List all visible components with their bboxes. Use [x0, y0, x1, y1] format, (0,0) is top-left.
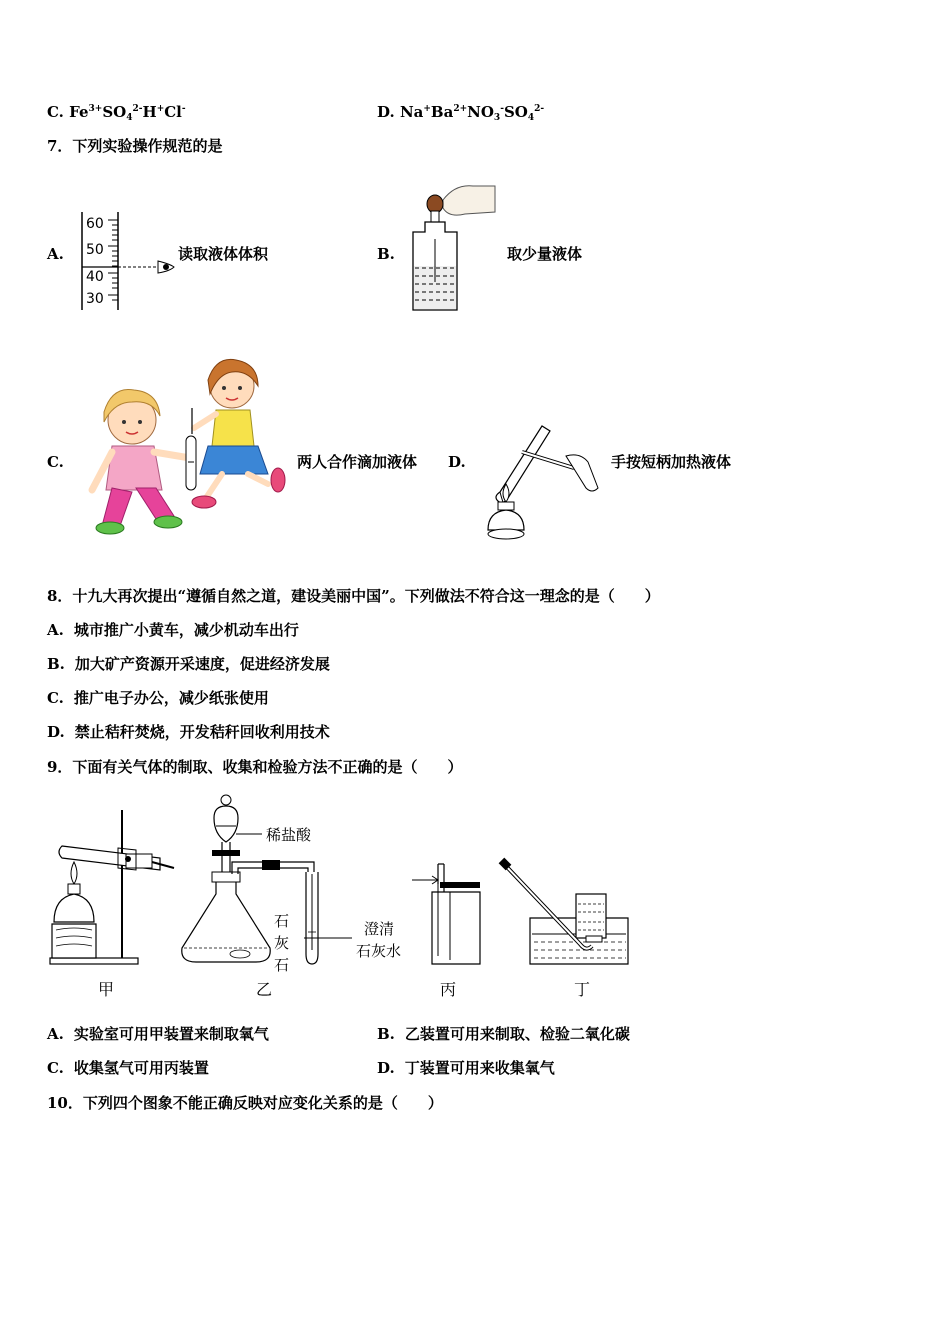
q6-option-c	[47, 102, 186, 122]
apparatus-ding	[499, 858, 628, 964]
q9-option-c	[47, 1058, 209, 1078]
apparatus-yi	[182, 795, 352, 964]
ion-na: Na	[399, 103, 424, 121]
option-letter: D.	[47, 723, 65, 741]
q6-option-d-letter: D.	[377, 103, 395, 121]
option-letter: A.	[47, 1025, 64, 1043]
label-stone-3: 石	[274, 956, 290, 974]
option-letter: C.	[47, 689, 64, 707]
q9-option-b	[377, 1024, 630, 1044]
label-stone-2: 灰	[274, 934, 290, 952]
label-ding: 丁	[574, 980, 591, 999]
q7-option-b-text: 取少量液体	[507, 245, 583, 263]
subscript: 4	[527, 113, 535, 123]
option-text: 禁止秸秆焚烧，开发秸秆回收利用技术	[74, 723, 330, 741]
charge: 2+	[453, 104, 468, 114]
charge: +	[423, 104, 431, 114]
ion-no: NO	[467, 103, 494, 121]
charge: -	[181, 104, 186, 114]
q8-option-b	[47, 654, 330, 674]
q7-option-a-letter: A.	[47, 245, 64, 263]
scale-50: 50	[86, 242, 104, 258]
option-text: 城市推广小黄车，减少机动车出行	[73, 621, 299, 639]
q8-option-c	[47, 688, 269, 708]
subscript: 4	[126, 113, 133, 123]
option-letter: B.	[47, 655, 65, 673]
option-text: 实验室可用甲装置来制取氧气	[73, 1025, 269, 1043]
dropper-bottle-figure	[405, 182, 500, 314]
option-letter: B.	[377, 1025, 395, 1043]
ion-cl: Cl	[164, 103, 182, 121]
scale-40: 40	[86, 269, 104, 285]
subscript: 3	[493, 113, 501, 123]
apparatus-bing	[412, 864, 480, 964]
option-text: 乙装置可用来制取、检验二氧化碳	[404, 1025, 630, 1043]
heating-test-tube-figure	[480, 416, 605, 548]
q9-option-a	[47, 1024, 269, 1044]
option-text: 收集氢气可用丙装置	[73, 1059, 209, 1077]
q7-option-b-letter: B.	[377, 245, 395, 263]
label-limewater-2: 石灰水	[356, 942, 402, 960]
label-stone-1: 石	[274, 912, 290, 930]
q8-stem: 8．十九大再次提出“遵循自然之道，建设美丽中国”。下列做法不符合这一理念的是（ ）	[47, 587, 660, 605]
label-dilute-hcl: 稀盐酸	[266, 826, 312, 844]
charge: -	[500, 104, 504, 114]
label-yi: 乙	[256, 980, 273, 999]
option-text: 丁装置可用来收集氧气	[404, 1059, 555, 1077]
scale-30: 30	[86, 291, 104, 307]
ion-h: H	[142, 103, 157, 121]
charge: +	[156, 104, 165, 114]
ion-ba: Ba	[430, 103, 454, 121]
label-limewater-1: 澄清	[364, 920, 395, 938]
q10-stem: 10．下列四个图象不能正确反映对应变化关系的是（ ）	[47, 1094, 443, 1112]
option-text: 加大矿产资源开采速度，促进经济发展	[74, 655, 330, 673]
apparatus-jia	[50, 810, 174, 964]
q7-option-d-text: 手按短柄加热液体	[611, 453, 732, 471]
q7-option-a-text: 读取液体体积	[178, 245, 269, 263]
q9-stem: 9．下面有关气体的制取、收集和检验方法不正确的是（ ）	[47, 758, 463, 776]
ion-so: SO	[102, 103, 127, 121]
q6-option-d	[377, 102, 544, 122]
two-children-figure	[82, 350, 292, 542]
q7-option-d-letter: D.	[448, 453, 466, 471]
charge: 2-	[132, 104, 143, 114]
apparatus-figure	[40, 788, 640, 1003]
option-letter: D.	[377, 1059, 395, 1077]
q7-stem: 7．下列实验操作规范的是	[47, 137, 223, 155]
q8-option-d	[47, 722, 330, 742]
scale-60: 60	[86, 216, 104, 232]
q9-option-d	[377, 1058, 555, 1078]
q8-option-a	[47, 620, 299, 640]
option-letter: C.	[47, 1059, 64, 1077]
charge: 3+	[88, 104, 103, 114]
option-text: 推广电子办公，减少纸张使用	[73, 689, 269, 707]
q6-option-c-letter: C.	[47, 103, 64, 121]
q7-option-c-letter: C.	[47, 453, 64, 471]
option-letter: A.	[47, 621, 64, 639]
label-bing: 丙	[440, 980, 457, 999]
q7-option-c-text: 两人合作滴加液体	[297, 453, 418, 471]
ion-so: SO	[503, 103, 528, 121]
graduated-cylinder-figure	[78, 210, 178, 315]
label-jia: 甲	[98, 980, 115, 999]
ion-fe: Fe	[69, 103, 89, 121]
charge: 2-	[534, 104, 545, 114]
